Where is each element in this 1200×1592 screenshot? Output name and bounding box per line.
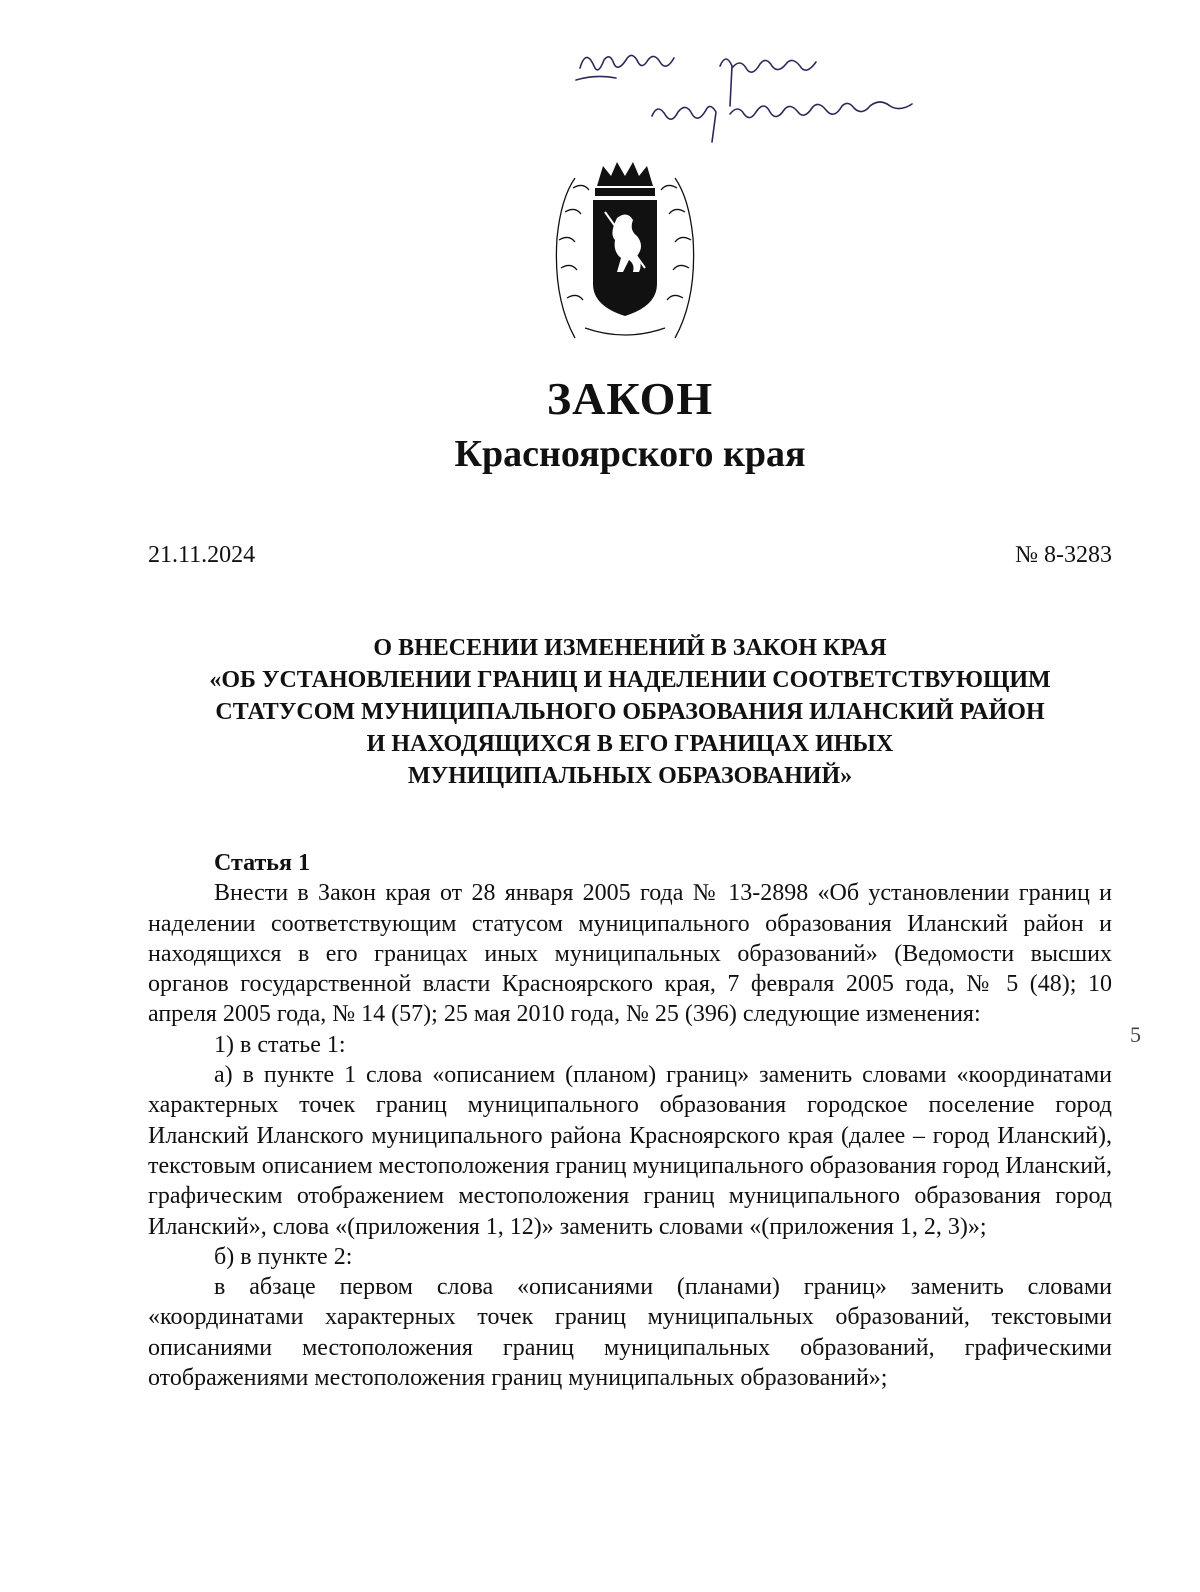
subject-line: «ОБ УСТАНОВЛЕНИИ ГРАНИЦ И НАДЕЛЕНИИ СООТВЕТСТВУЮЩИМ bbox=[209, 667, 1051, 693]
article-item-1: 1) в статье 1: bbox=[214, 1031, 346, 1058]
subject-line: МУНИЦИПАЛЬНЫХ ОБРАЗОВАНИЙ» bbox=[407, 763, 853, 789]
handwritten-note bbox=[560, 28, 1040, 148]
article-item-a: а) в пункте 1 слова «описанием (планом) границ» заменить словами «координатами характерных точек границ муниципального образования городское поселение город Иланский Иланского муниципального района Красноярского края (далее – город Иланский), текстовым описанием местоположения границ муниципального образования город Иланский, графическим отображением местоположения границ муниципального образования город Иланский», слова «(приложения 1, 12)» заменить словами «(приложения 1, 2, 3)»; bbox=[148, 1062, 1112, 1240]
document-subtitle: Красноярского края bbox=[454, 433, 806, 475]
margin-mark: 5 bbox=[1130, 1022, 1141, 1047]
subject-line: И НАХОДЯЩИХСЯ В ЕГО ГРАНИЦАХ ИНЫХ bbox=[366, 731, 894, 757]
article-heading: Статья 1 bbox=[214, 850, 310, 876]
article-body bbox=[148, 848, 1112, 1393]
article-item-b: б) в пункте 2: bbox=[214, 1243, 353, 1270]
document-date: 21.11.2024 bbox=[148, 542, 256, 568]
article-intro: Внести в Закон края от 28 января 2005 года № 13-2898 «Об установлении границ и наделении соответствующим статусом муниципального образования Иланский район и находящихся в его границах иных муниципальных образований» (Ведомости высших органов государственной власти Красноярского края, 7 февраля 2005 года, № 5 (48); 10 апреля 2005 года, № 14 (57); 25 мая 2010 года, № 25 (396) следующие изменения: bbox=[148, 880, 1112, 1028]
subject-line: СТАТУСОМ МУНИЦИПАЛЬНОГО ОБРАЗОВАНИЯ ИЛАНСКИЙ РАЙОН bbox=[215, 699, 1045, 725]
subject-line: О ВНЕСЕНИИ ИЗМЕНЕНИЙ В ЗАКОН КРАЯ bbox=[373, 635, 887, 661]
document-number: № 8-3283 bbox=[1015, 542, 1112, 568]
coat-of-arms-emblem bbox=[545, 148, 705, 348]
law-subject bbox=[148, 632, 1112, 792]
document-title: ЗАКОН bbox=[546, 373, 714, 424]
article-item-b-text: в абзаце первом слова «описаниями (планами) границ» заменить словами «координатами характерных точек границ муниципальных образований, текстовыми описаниями местоположения границ муниципальных образований, графическими отображениями местоположения границ муниципальных образований»; bbox=[148, 1274, 1112, 1392]
